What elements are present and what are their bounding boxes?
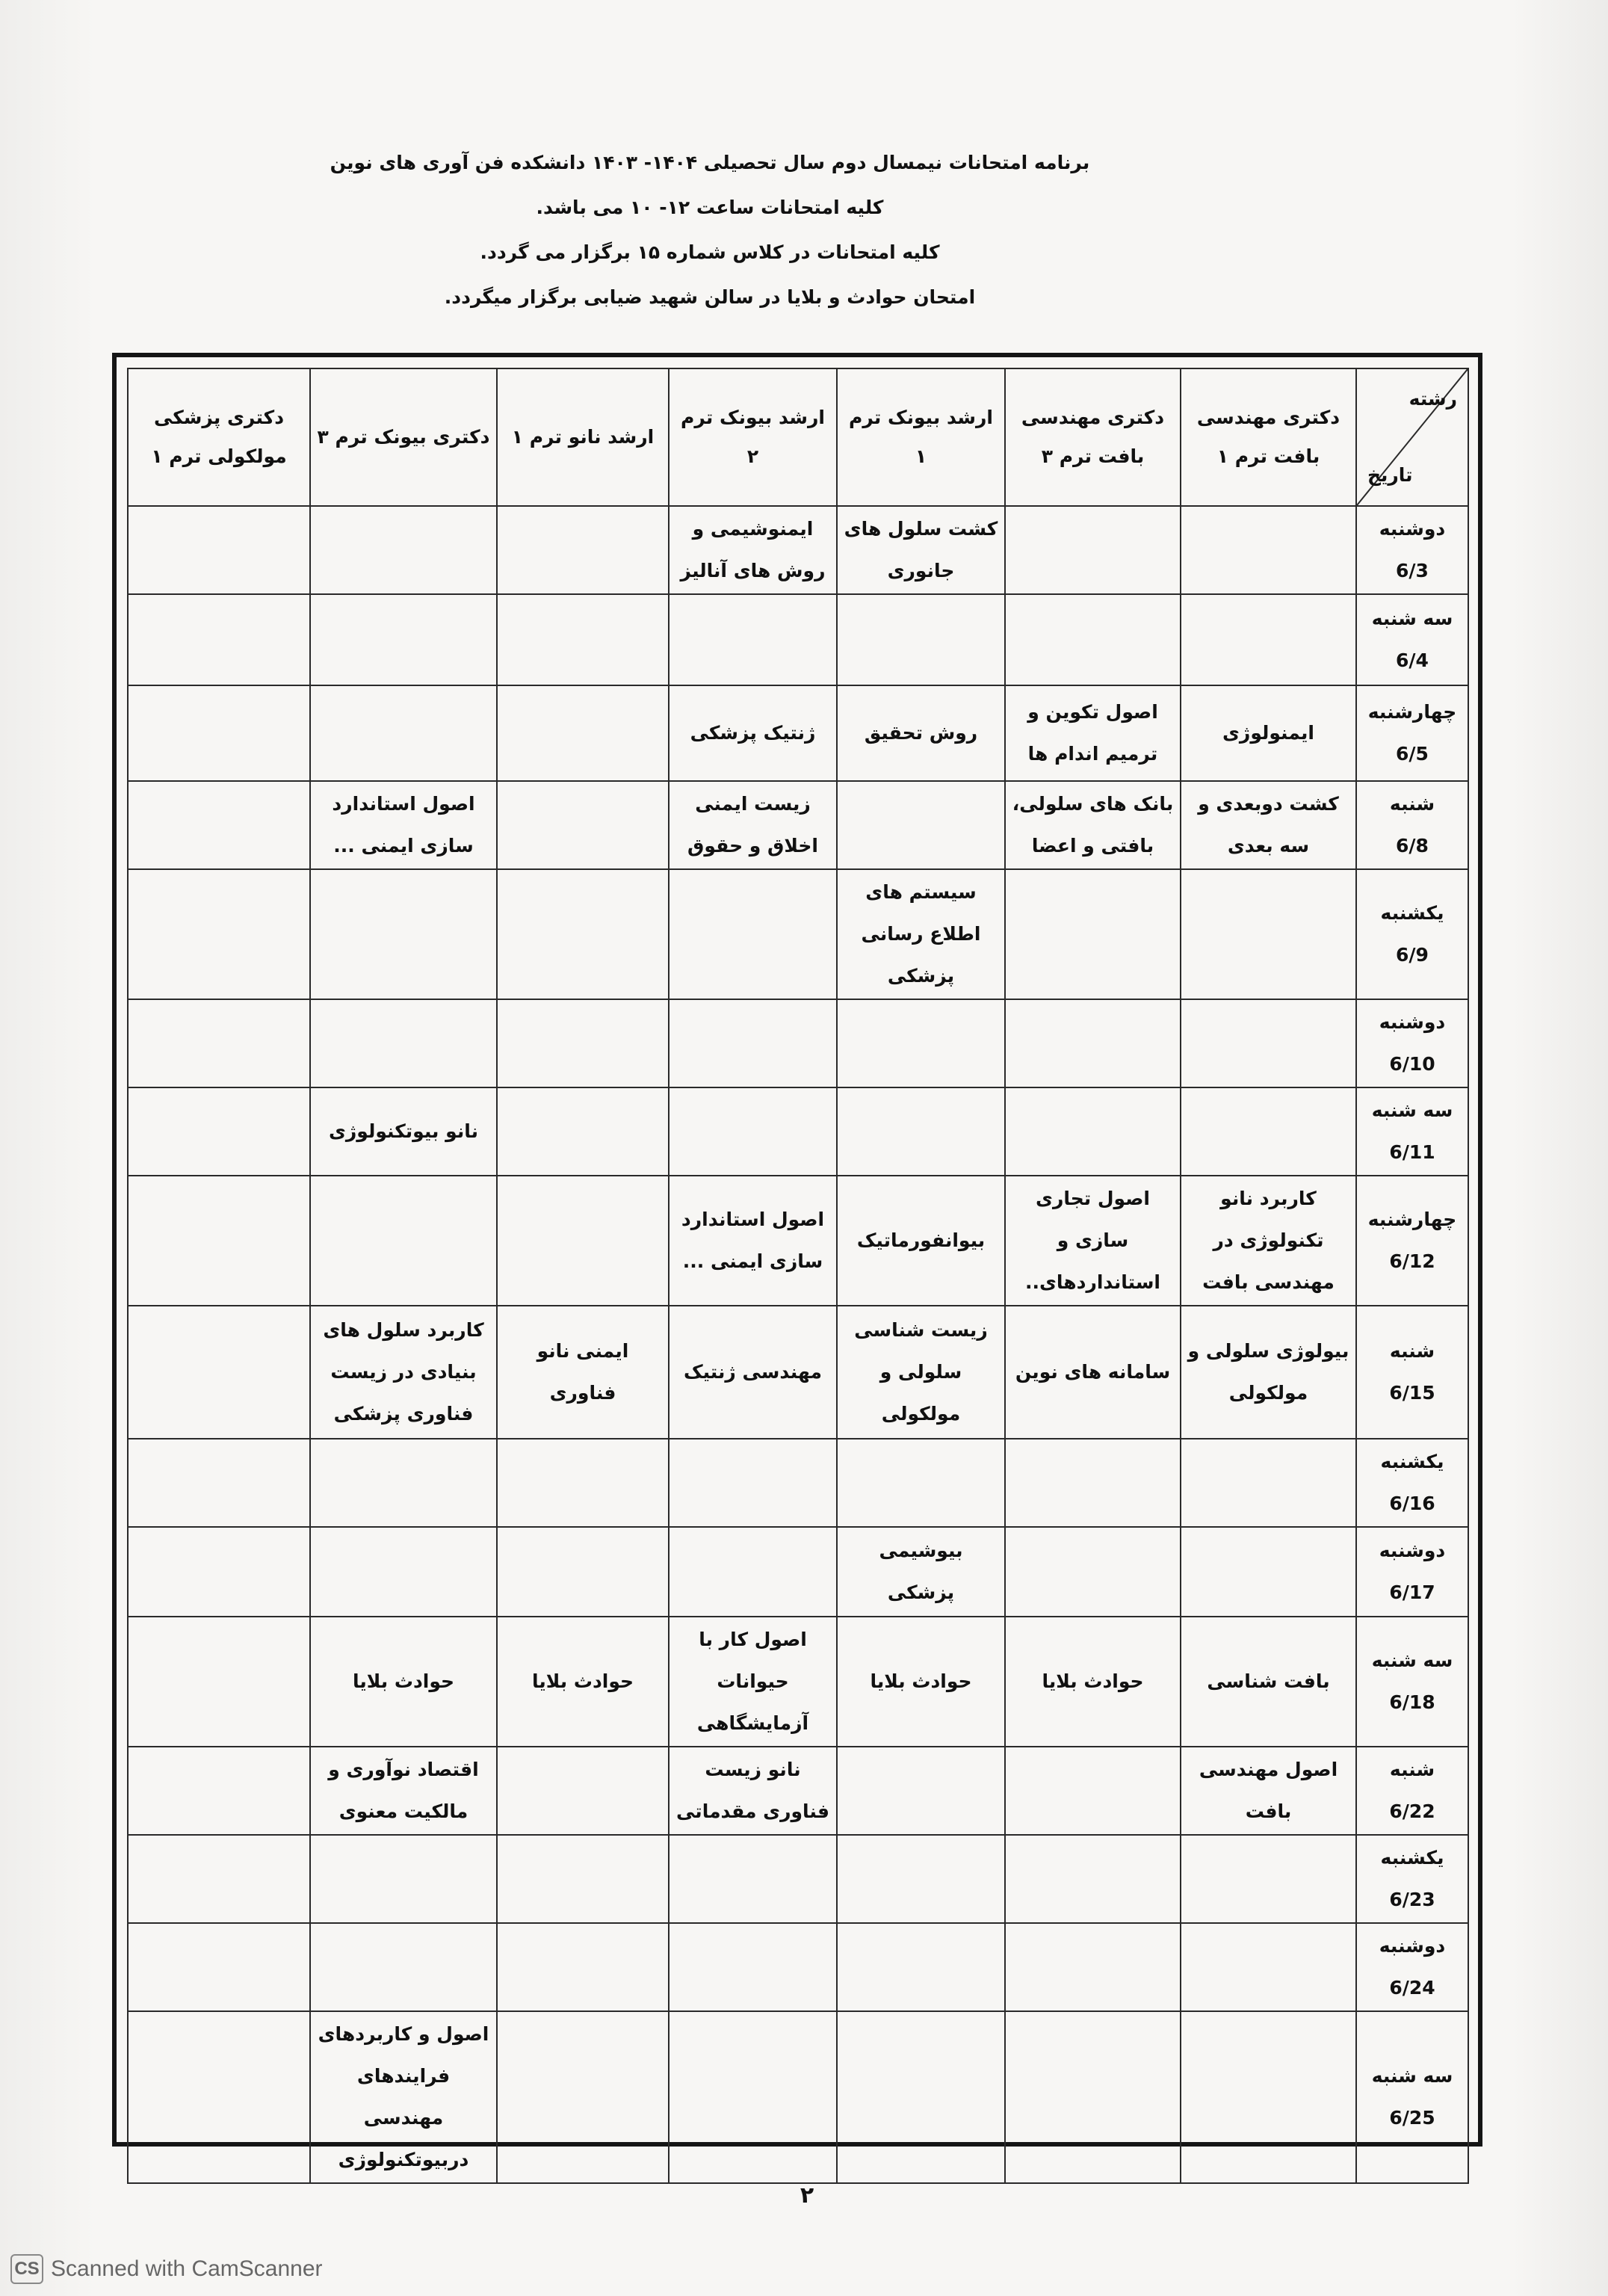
day-name: شنبه [1389,1759,1435,1780]
day-name: سه شنبه [1371,608,1453,629]
date-cell [1356,506,1468,594]
exam-cell: اصول تکوین و ترمیم اندام ها [1005,685,1181,781]
exam-cell: اصول استاندارد سازی ایمنی ... [669,1176,837,1306]
date-cell [1356,1176,1468,1306]
exam-cell [128,594,310,685]
exam-cell [837,999,1005,1087]
exam-cell: اصول استاندارد سازی ایمنی ... [310,781,497,869]
exam-cell [310,1923,497,2011]
exam-cell [497,1747,669,1835]
date-value: 6/9 [1396,944,1429,966]
date-cell [1356,1439,1468,1527]
exam-cell [128,2011,310,2183]
table-row [128,2011,1468,2183]
exam-cell: مهندسی ژنتیک [669,1306,837,1439]
date-value: 6/11 [1389,1141,1435,1163]
exam-cell [310,1527,497,1617]
exam-cell [669,1087,837,1176]
exam-cell: ایمنولوژی [1181,685,1356,781]
date-value: 6/12 [1389,1250,1435,1272]
day-name: دوشنبه [1379,1011,1446,1033]
day-name: سه شنبه [1371,1650,1453,1671]
exam-cell [1005,506,1181,594]
date-cell [1356,1835,1468,1923]
exam-cell [497,869,669,999]
exam-cell [497,1527,669,1617]
exam-cell: کشت دوبعدی و سه بعدی [1181,781,1356,869]
exam-cell [1005,1923,1181,2011]
exam-cell [837,1087,1005,1176]
exam-cell [837,1439,1005,1527]
date-cell [1356,2011,1468,2183]
exam-cell: نانو بیوتکنولوژی [310,1087,497,1176]
exam-cell: حوادث بلایا [1005,1617,1181,1747]
exam-schedule-table [127,368,1469,2184]
day-name: یکشنبه [1380,1451,1444,1472]
table-row [128,1617,1468,1747]
exam-cell [128,1747,310,1835]
date-value: 6/5 [1396,743,1429,765]
day-name: چهارشنبه [1367,1209,1457,1230]
table-row [128,999,1468,1087]
exam-cell [1005,594,1181,685]
date-cell [1356,781,1468,869]
schedule-body [128,506,1468,2183]
exam-cell [1181,1923,1356,2011]
exam-cell [310,1835,497,1923]
exam-cell [837,781,1005,869]
schedule-frame [112,353,1482,2170]
exam-cell [1005,869,1181,999]
exam-cell [310,1176,497,1306]
camscanner-logo-icon: CS [10,2254,43,2284]
table-row [128,1306,1468,1439]
exam-cell: نانو زیست فناوری مقدماتی [669,1747,837,1835]
column-header: ارشد بیونک ترم ۲ [669,368,837,506]
exam-cell: اقتصاد نوآوری و مالکیت معنوی [310,1747,497,1835]
date-cell [1356,1306,1468,1439]
corner-date-label: تاریخ [1367,464,1413,486]
exam-cell [128,506,310,594]
exam-cell [310,594,497,685]
table-row [128,594,1468,685]
exam-cell [128,1087,310,1176]
exam-cell: زیست شناسی سلولی و مولکولی [837,1306,1005,1439]
exam-cell [497,594,669,685]
table-row [128,1087,1468,1176]
day-name: دوشنبه [1379,518,1446,540]
exam-cell [497,999,669,1087]
exam-cell: اصول تجاری سازی و استانداردهای.. [1005,1176,1181,1306]
exam-cell [497,1439,669,1527]
exam-cell [837,1835,1005,1923]
exam-cell [669,869,837,999]
date-value: 6/3 [1396,560,1429,581]
date-value: 6/10 [1389,1053,1435,1075]
exam-cell [128,1306,310,1439]
exam-cell: کاربرد سلول های بنیادی در زیست فناوری پزشکی [310,1306,497,1439]
exam-cell [837,2011,1005,2183]
table-row [128,1835,1468,1923]
column-header: ارشد نانو ترم ۱ [497,368,669,506]
exam-cell: حوادث بلایا [837,1617,1005,1747]
exam-cell [497,1835,669,1923]
date-value: 6/22 [1389,1800,1435,1822]
exam-cell [128,781,310,869]
exam-cell [128,1527,310,1617]
header-line-3: کلیه امتحانات در کلاس شماره ۱۵ برگزار می گردد. [480,241,940,263]
date-cell [1356,594,1468,685]
camscanner-text: Scanned with CamScanner [51,2256,323,2281]
table-row [128,1176,1468,1306]
exam-cell: بیوانفورماتیک [837,1176,1005,1306]
exam-cell [1181,1087,1356,1176]
day-name: سه شنبه [1371,2065,1453,2087]
exam-cell [497,1087,669,1176]
date-value: 6/17 [1389,1581,1435,1603]
exam-cell: بانک های سلولی، بافتی و اعضا [1005,781,1181,869]
exam-cell: حوادث بلایا [310,1617,497,1747]
date-cell [1356,869,1468,999]
column-header: دکتری مهندسی بافت ترم ۳ [1005,368,1181,506]
exam-cell: روش تحقیق [837,685,1005,781]
page-number: ۲ [800,2182,814,2209]
exam-cell [310,506,497,594]
exam-cell: کاربرد نانو تکنولوژی در مهندسی بافت [1181,1176,1356,1306]
day-name: دوشنبه [1379,1540,1446,1561]
exam-cell [1181,1527,1356,1617]
date-value: 6/25 [1389,2107,1435,2129]
exam-cell [669,2011,837,2183]
exam-cell [1005,2011,1181,2183]
exam-cell: سیستم های اطلاع رسانی پزشکی [837,869,1005,999]
exam-cell: ژنتیک پزشکی [669,685,837,781]
exam-cell [1181,1439,1356,1527]
exam-cell [837,1923,1005,2011]
exam-cell [669,1835,837,1923]
exam-cell [128,685,310,781]
exam-cell [310,1439,497,1527]
exam-cell [497,1923,669,2011]
date-cell [1356,1617,1468,1747]
date-cell [1356,685,1468,781]
table-row [128,781,1468,869]
exam-cell [128,1176,310,1306]
table-row [128,1747,1468,1835]
table-row [128,1527,1468,1617]
exam-cell [1181,506,1356,594]
exam-cell: اصول مهندسی بافت [1181,1747,1356,1835]
header-line-2: کلیه امتحانات ساعت ۱۲- ۱۰ می باشد. [536,197,884,218]
exam-cell [128,1439,310,1527]
exam-cell [669,999,837,1087]
exam-cell: بیوشیمی پزشکی [837,1527,1005,1617]
exam-cell: حوادث بلایا [497,1617,669,1747]
exam-cell [497,685,669,781]
date-value: 6/18 [1389,1691,1435,1713]
header-row [128,368,1468,506]
exam-cell [837,1747,1005,1835]
exam-cell [497,781,669,869]
exam-cell [497,1176,669,1306]
table-row [128,506,1468,594]
corner-cell [1356,368,1468,506]
exam-cell [669,1923,837,2011]
exam-cell: اصول کار با حیوانات آزمایشگاهی [669,1617,837,1747]
exam-cell: ایمنوشیمی و روش های آنالیز [669,506,837,594]
exam-cell: اصول و کاربردهای فرایندهای مهندسی دربیوتکنولوژی [310,2011,497,2183]
exam-cell: بیولوژی سلولی و مولکولی [1181,1306,1356,1439]
exam-cell [128,999,310,1087]
exam-cell [669,594,837,685]
day-name: یکشنبه [1380,1847,1444,1868]
exam-cell [1181,2011,1356,2183]
exam-cell [1181,1835,1356,1923]
exam-cell [128,1835,310,1923]
date-value: 6/8 [1396,835,1429,857]
exam-cell [669,1527,837,1617]
date-value: 6/16 [1389,1493,1435,1514]
exam-cell [128,1617,310,1747]
date-value: 6/23 [1389,1889,1435,1910]
column-header: دکتری مهندسی بافت ترم ۱ [1181,368,1356,506]
exam-cell [497,2011,669,2183]
day-name: دوشنبه [1379,1935,1446,1957]
exam-cell [1181,999,1356,1087]
table-row [128,1923,1468,2011]
date-cell [1356,1747,1468,1835]
table-row [128,685,1468,781]
exam-cell [128,869,310,999]
header-line-4: امتحان حوادث و بلایا در سالن شهید ضیابی برگزار میگردد. [444,286,976,308]
corner-field-label: رشته [1408,388,1457,410]
exam-cell [1005,1087,1181,1176]
exam-cell: زیست ایمنی اخلاق و حقوق [669,781,837,869]
exam-cell [310,685,497,781]
day-name: سه شنبه [1371,1099,1453,1121]
table-row [128,869,1468,999]
day-name: شنبه [1389,1340,1435,1362]
day-name: چهارشنبه [1367,701,1457,723]
exam-cell: بافت شناسی [1181,1617,1356,1747]
exam-cell [1181,869,1356,999]
exam-cell [669,1439,837,1527]
exam-cell [497,506,669,594]
exam-cell [310,869,497,999]
exam-cell [1005,999,1181,1087]
date-value: 6/24 [1389,1977,1435,1999]
date-value: 6/15 [1389,1382,1435,1404]
date-cell [1356,1923,1468,2011]
day-name: شنبه [1389,793,1435,815]
date-cell [1356,999,1468,1087]
exam-cell [837,594,1005,685]
table-row [128,1439,1468,1527]
column-header: ارشد بیونک ترم ۱ [837,368,1005,506]
exam-cell [1005,1835,1181,1923]
date-cell [1356,1527,1468,1617]
exam-cell: ایمنی نانو فناوری [497,1306,669,1439]
date-value: 6/4 [1396,649,1429,671]
exam-cell [128,1923,310,2011]
exam-cell [1181,594,1356,685]
column-header: دکتری پزشکی مولکولی ترم ۱ [128,368,310,506]
exam-cell [1005,1527,1181,1617]
date-cell [1356,1087,1468,1176]
day-name: یکشنبه [1380,902,1444,924]
exam-cell [1005,1747,1181,1835]
document-header [224,141,1196,320]
exam-cell: سامانه های نوین [1005,1306,1181,1439]
exam-cell [310,999,497,1087]
header-line-1: برنامه امتحانات نیمسال دوم سال تحصیلی ۱۴۰۴- ۱۴۰۳ دانشکده فن آوری های نوین [330,152,1090,173]
camscanner-watermark [10,2253,323,2286]
exam-cell [1005,1439,1181,1527]
exam-cell: کشت سلول های جانوری [837,506,1005,594]
column-header: دکتری بیونک ترم ۳ [310,368,497,506]
